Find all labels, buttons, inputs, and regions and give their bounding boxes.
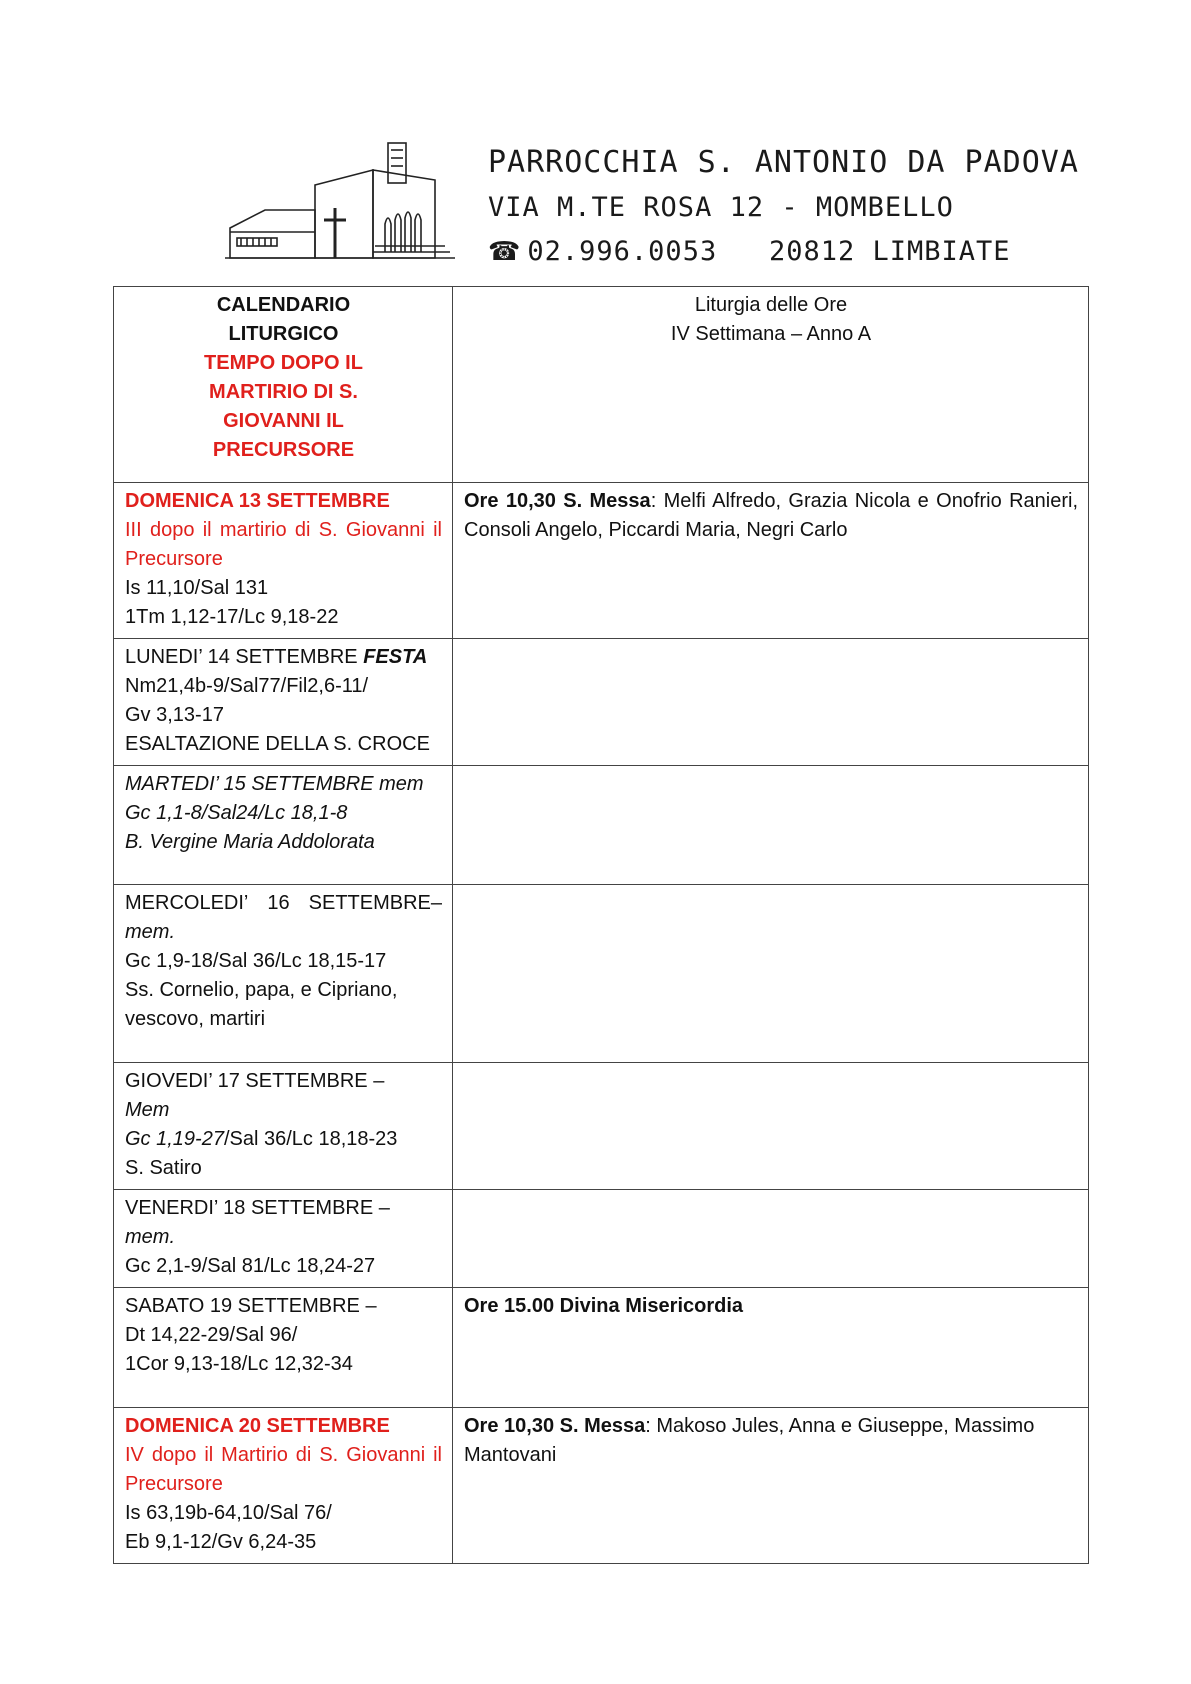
day-cell — [114, 483, 453, 639]
feast-tag: FESTA — [363, 646, 428, 668]
readings: Gv 3,13-17 — [125, 704, 224, 726]
table-row — [114, 1190, 1089, 1288]
readings: Gc 2,1-9/Sal 81/Lc 18,24-27 — [125, 1255, 376, 1277]
readings: 1Tm 1,12-17/Lc 9,18-22 — [125, 606, 339, 628]
table-row — [114, 483, 1089, 639]
day-cell — [114, 1288, 453, 1408]
readings: /Sal 36/Lc 18,18-23 — [223, 1128, 398, 1150]
readings: Is 63,19b-64,10/Sal 76/ — [125, 1502, 332, 1524]
saint-name: B. Vergine Maria Addolorata — [125, 831, 375, 853]
day-label-line — [125, 643, 442, 672]
day-cell — [114, 1063, 453, 1190]
readings: Eb 9,1-12/Gv 6,24-35 — [125, 1531, 317, 1553]
note-cell — [453, 1190, 1089, 1288]
day-cell — [114, 639, 453, 766]
parish-phone: 02.996.0053 — [527, 236, 718, 267]
mass-time: Ore 10,30 S. Messa — [464, 490, 651, 512]
church-logo — [225, 140, 480, 270]
day-cell — [114, 885, 453, 1063]
parish-contact — [488, 230, 1079, 274]
day-label: SABATO 19 SETTEMBRE – — [125, 1295, 377, 1317]
readings-line — [125, 1125, 442, 1154]
table-row — [114, 1288, 1089, 1408]
calendar-table — [113, 286, 1089, 1564]
day-subtitle: III dopo il martirio di S. Giovanni il Precursore — [125, 519, 442, 570]
day-cell — [114, 1190, 453, 1288]
header-title-line: LITURGICO — [228, 323, 339, 345]
saint-name: ESALTAZIONE DELLA S. CROCE — [125, 733, 430, 755]
note-cell — [453, 885, 1089, 1063]
note-cell — [453, 1063, 1089, 1190]
table-row — [114, 1408, 1089, 1564]
note-cell — [453, 766, 1089, 885]
day-number: 16 — [267, 892, 290, 914]
header-season-line: PRECURSORE — [212, 439, 355, 461]
telephone-icon: ☎ — [488, 237, 522, 267]
liturgy-title: Liturgia delle Ore — [694, 294, 848, 316]
note-cell — [453, 483, 1089, 639]
event-note: Ore 15.00 Divina Misericordia — [464, 1295, 744, 1317]
mass-intentions: : Makoso Jules, Anna e Giuseppe, Massimo Mantovani — [464, 1415, 1035, 1466]
day-label: DOMENICA 13 SETTEMBRE — [125, 490, 390, 512]
readings: Nm21,4b-9/Sal77/Fil2,6-11/ — [125, 675, 369, 697]
header-season-line: MARTIRIO DI S. — [209, 381, 358, 403]
day-label: GIOVEDI’ 17 SETTEMBRE – — [125, 1070, 385, 1092]
header-title-line: CALENDARIO — [216, 294, 351, 316]
table-row — [114, 639, 1089, 766]
note-cell — [453, 1288, 1089, 1408]
saint-name: S. Satiro — [125, 1157, 202, 1179]
table-row — [114, 1063, 1089, 1190]
day-label-line — [125, 1194, 442, 1252]
parish-city: 20812 LIMBIATE — [768, 236, 1011, 267]
day-label: MARTEDI’ 15 SETTEMBRE mem — [125, 773, 424, 795]
day-label: DOMENICA 20 SETTEMBRE — [125, 1415, 390, 1437]
header-season-line: TEMPO DOPO IL — [204, 352, 363, 374]
memorial-tag: Mem — [125, 1099, 170, 1121]
mass-time: Ore 10,30 S. Messa — [464, 1415, 646, 1437]
mass-intentions: : Melfi Alfredo, Grazia Nicola e Onofrio Ranieri, Consoli Angelo, Piccardi Maria, Negri Carlo — [464, 490, 1079, 541]
table-header-row — [114, 287, 1089, 483]
header-right-cell — [453, 287, 1089, 483]
day-cell — [114, 766, 453, 885]
day-subtitle: IV dopo il Martirio di S. Giovanni il Precursore — [125, 1444, 442, 1495]
readings: Gc 1,19-27 — [125, 1128, 224, 1150]
letterhead-text — [488, 140, 1079, 274]
day-label — [125, 889, 442, 918]
day-label: LUNEDI’ 14 SETTEMBRE — [125, 646, 364, 668]
header-season-line: GIOVANNI IL — [223, 410, 344, 432]
table-row — [114, 766, 1089, 885]
note-cell — [453, 1408, 1089, 1564]
letterhead — [225, 140, 1079, 270]
header-left-cell — [114, 287, 453, 483]
readings: 1Cor 9,13-18/Lc 12,32-34 — [125, 1353, 353, 1375]
month-name: SETTEMBRE– — [308, 892, 442, 914]
day-cell — [114, 1408, 453, 1564]
readings: Gc 1,9-18/Sal 36/Lc 18,15-17 — [125, 950, 387, 972]
parish-address: VIA M.TE ROSA 12 - MOMBELLO — [488, 192, 954, 223]
memorial-tag: mem. — [125, 1226, 175, 1248]
readings: Gc 1,1-8/Sal24/Lc 18,1-8 — [125, 802, 348, 824]
day-label: VENERDI’ 18 SETTEMBRE – — [125, 1197, 390, 1219]
memorial-tag: mem. — [125, 921, 175, 943]
readings: Dt 14,22-29/Sal 96/ — [125, 1324, 298, 1346]
saint-name: Ss. Cornelio, papa, e Cipriano, vescovo, martiri — [125, 979, 398, 1030]
readings: Is 11,10/Sal 131 — [125, 577, 269, 599]
day-name: MERCOLEDI’ — [125, 892, 249, 914]
table-row — [114, 885, 1089, 1063]
parish-name: PARROCCHIA S. ANTONIO DA PADOVA — [488, 145, 1079, 180]
note-cell — [453, 639, 1089, 766]
liturgy-week: IV Settimana – Anno A — [670, 323, 872, 345]
